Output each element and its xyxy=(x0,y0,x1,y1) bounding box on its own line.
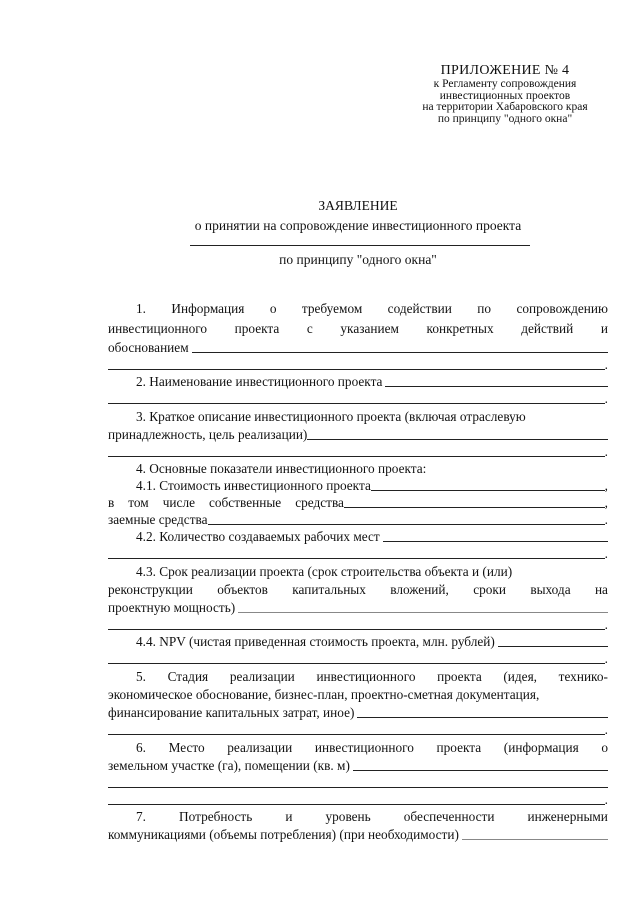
word: Место xyxy=(168,740,205,755)
item4-label: 4. Основные показатели инвестиционного проекта: xyxy=(136,461,427,476)
item6-blank-3[interactable] xyxy=(108,792,605,805)
appendix-line: на территории Хабаровского края xyxy=(422,101,588,113)
project-name-blank[interactable] xyxy=(190,245,530,246)
item1-line1 xyxy=(108,300,608,317)
word: о xyxy=(601,740,608,755)
word: сопровождению xyxy=(516,301,608,316)
item5-blank[interactable] xyxy=(357,705,608,718)
item2-blank-2[interactable] xyxy=(108,391,605,404)
item4-2-blank-2[interactable] xyxy=(108,546,605,559)
item7-line2 xyxy=(108,826,608,843)
word: инвестиционного xyxy=(316,669,416,684)
word: 1. xyxy=(136,301,146,316)
item4-3-blank-2[interactable] xyxy=(108,617,605,630)
item4-4-line xyxy=(108,633,608,650)
period: . xyxy=(604,444,608,459)
item2-blank[interactable] xyxy=(385,374,608,387)
word: реконструкции xyxy=(108,582,193,597)
item4-1c-label: заемные средства xyxy=(108,512,208,527)
period: . xyxy=(604,546,608,561)
item4-2-label: 4.2. Количество создаваемых рабочих мест xyxy=(136,529,380,544)
item4-4-blank[interactable] xyxy=(498,634,608,647)
item4-3-line3 xyxy=(108,599,608,616)
word: (идея, xyxy=(503,669,538,684)
word: том xyxy=(128,495,149,510)
word: в xyxy=(108,495,115,510)
period: . xyxy=(604,617,608,632)
word: инвестиционного xyxy=(314,740,414,755)
word: выхода xyxy=(530,582,571,597)
period: . xyxy=(604,512,608,527)
item3-line1 xyxy=(108,408,608,425)
item3-label-2: принадлежность, цель реализации) xyxy=(108,427,308,442)
word: средства xyxy=(295,495,344,510)
item5-blank-2[interactable] xyxy=(108,722,605,735)
word: 6. xyxy=(136,740,146,755)
word: реализации xyxy=(229,669,295,684)
word: 7. xyxy=(136,809,146,824)
period: . xyxy=(604,391,608,406)
item5-line4 xyxy=(108,721,608,738)
item4-3-line2 xyxy=(108,581,608,598)
item3-line3 xyxy=(108,443,608,460)
item4-2-line xyxy=(108,528,608,545)
appendix-line: по принципу "одного окна" xyxy=(437,112,573,125)
item4-1-label: 4.1. Стоимость инвестиционного проекта xyxy=(136,478,371,493)
appendix-number: ПРИЛОЖЕНИЕ № 4 xyxy=(440,63,570,78)
appendix-block xyxy=(380,62,630,125)
item5-line2 xyxy=(108,686,608,703)
item6-blank[interactable] xyxy=(353,758,608,771)
item1-blank-2[interactable] xyxy=(108,357,605,370)
item1-line2 xyxy=(108,320,608,337)
item7-label-2: коммуникациями (объемы потребления) (при необходимости) xyxy=(108,827,459,842)
word: капитальных xyxy=(292,582,366,597)
word: собственные xyxy=(208,495,282,510)
item6-line2 xyxy=(108,757,608,774)
item6-label-2: земельном участке (га), помещении (кв. м) xyxy=(108,758,350,773)
item6-blank-2[interactable] xyxy=(108,775,608,788)
word: уровень xyxy=(325,809,371,824)
word: инвестиционного xyxy=(108,321,208,336)
item4-1b-blank[interactable] xyxy=(344,495,605,508)
word: обеспеченности xyxy=(403,809,495,824)
word: конкретных xyxy=(426,321,494,336)
word: о xyxy=(269,301,277,316)
word: и xyxy=(285,809,293,824)
word: числе xyxy=(162,495,195,510)
item4-1c-line xyxy=(108,511,608,528)
word: указанием xyxy=(340,321,399,336)
document-subtitle-2: по принципу "одного окна" xyxy=(279,252,437,267)
item4-2-line2 xyxy=(108,545,608,562)
item4-3-blank[interactable] xyxy=(238,600,608,613)
word: инженерными xyxy=(527,809,608,824)
word: Стадия xyxy=(167,669,209,684)
item4-1c-blank[interactable] xyxy=(208,512,605,525)
item5-label-3: финансирование капитальных затрат, иное) xyxy=(108,705,355,720)
word: технико- xyxy=(558,669,608,684)
word: с xyxy=(306,321,313,336)
item5-label-2: экономическое обоснование, бизнес-план, проектно-сметная документация, xyxy=(108,687,540,702)
word: 5. xyxy=(136,669,146,684)
word: вложений, xyxy=(390,582,449,597)
word: (информация xyxy=(503,740,579,755)
item5-line3 xyxy=(108,704,608,721)
item7-blank[interactable] xyxy=(462,827,608,840)
item4-4-label: 4.4. NPV (чистая приведенная стоимость проекта, млн. рублей) xyxy=(136,634,495,649)
period: . xyxy=(604,792,608,807)
item6-line4 xyxy=(108,791,608,808)
period: . xyxy=(604,357,608,372)
comma: , xyxy=(604,478,608,493)
word: проекта xyxy=(436,740,482,755)
item7-line1 xyxy=(108,808,608,825)
item4-line xyxy=(108,460,608,477)
item3-blank-2[interactable] xyxy=(108,444,605,457)
word: содействии xyxy=(387,301,452,316)
word: требуемом xyxy=(301,301,363,316)
appendix-line: инвестиционных проектов xyxy=(439,89,571,102)
item1-blank[interactable] xyxy=(192,340,608,353)
word: Потребность xyxy=(179,809,253,824)
item5-line1 xyxy=(108,668,608,685)
item2-line1 xyxy=(108,373,608,390)
item4-1b-label xyxy=(108,494,344,511)
word: и xyxy=(600,321,608,336)
item3-line2 xyxy=(108,426,608,443)
item4-3-line4 xyxy=(108,616,608,633)
item1-line3 xyxy=(108,339,608,356)
item6-line1 xyxy=(108,739,608,756)
item4-1-line xyxy=(108,477,608,494)
period: . xyxy=(604,722,608,737)
item4-1-blank[interactable] xyxy=(371,478,605,491)
comma: , xyxy=(604,495,608,510)
word: реализации xyxy=(227,740,293,755)
item2-label: 2. Наименование инвестиционного проекта xyxy=(136,374,383,389)
item3-label: 3. Краткое описание инвестиционного проекта (включая отраслевую xyxy=(136,409,526,424)
item2-line2 xyxy=(108,390,608,407)
item4-1b-line xyxy=(108,494,608,511)
item4-4-line2 xyxy=(108,650,608,667)
item4-3-label-3: проектную мощность) xyxy=(108,600,236,615)
item4-3-label: 4.3. Срок реализации проекта (срок строительства объекта и (или) xyxy=(136,564,513,579)
item4-4-blank-2[interactable] xyxy=(108,651,605,664)
word: проекта xyxy=(234,321,280,336)
period: . xyxy=(604,651,608,666)
item4-2-blank[interactable] xyxy=(383,529,608,542)
word: сроки xyxy=(473,582,506,597)
item4-3-line1 xyxy=(108,563,608,580)
document-subtitle: о принятии на сопровождение инвестиционного проекта xyxy=(194,218,522,233)
appendix-line: к Регламенту сопровождения xyxy=(433,78,577,90)
word: на xyxy=(594,582,608,597)
item1-label: обоснованием xyxy=(108,340,189,355)
document-title: ЗАЯВЛЕНИЕ xyxy=(318,198,398,213)
word: объектов xyxy=(217,582,268,597)
word: Информация xyxy=(171,301,245,316)
item6-line3 xyxy=(108,774,608,791)
word: проекта xyxy=(437,669,482,684)
word: по xyxy=(477,301,492,316)
item1-line4 xyxy=(108,356,608,373)
word: действий xyxy=(521,321,574,336)
item3-blank[interactable] xyxy=(307,427,608,440)
